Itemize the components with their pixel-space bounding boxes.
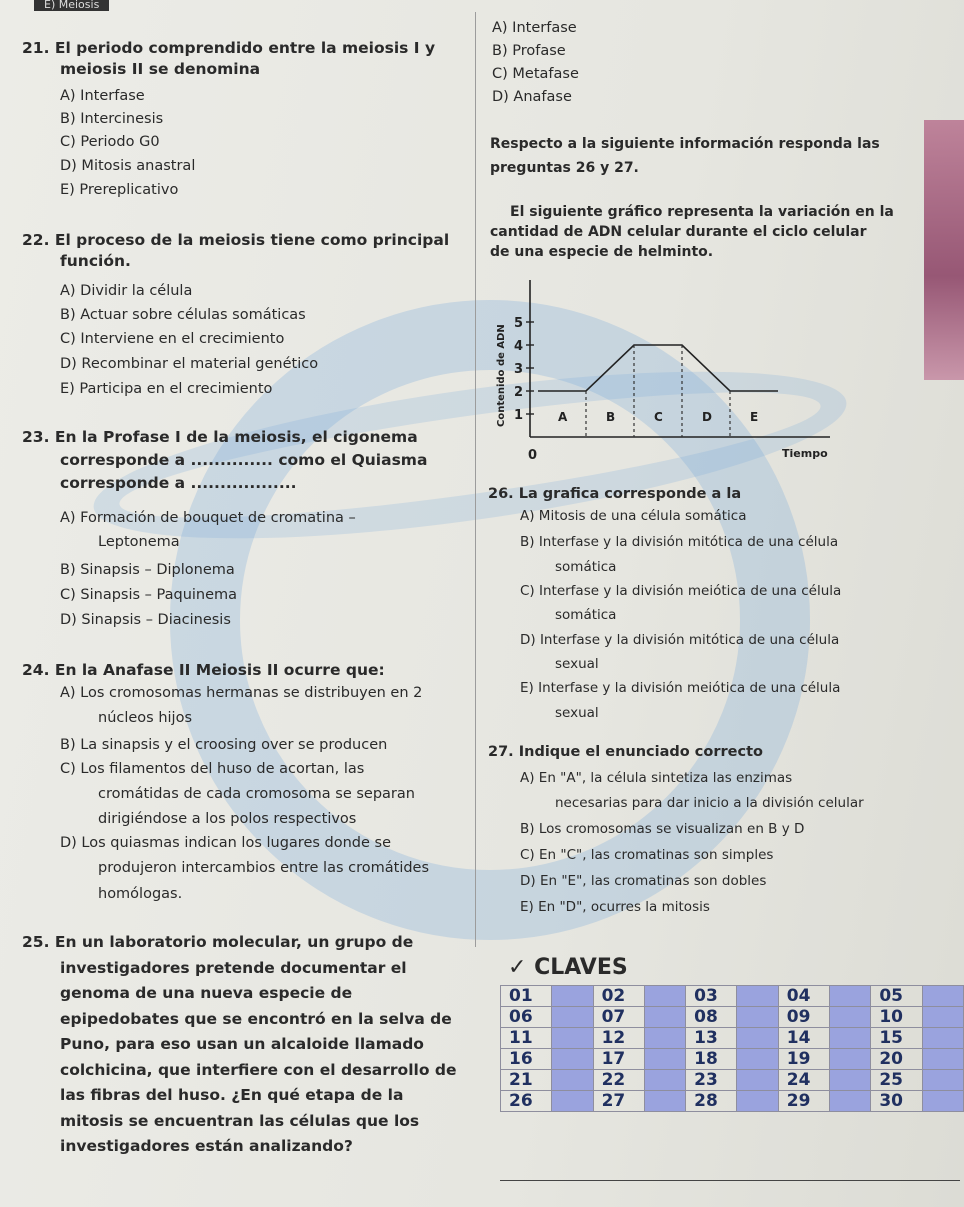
claves-number: 13 <box>686 1028 737 1049</box>
claves-number: 14 <box>778 1028 829 1049</box>
claves-answer-box[interactable] <box>922 1070 963 1091</box>
answer-underline <box>500 1180 960 1181</box>
q25-line-3: genoma de una nueva especie de <box>60 984 353 1002</box>
claves-row <box>501 1070 964 1091</box>
claves-row <box>501 1007 964 1028</box>
claves-number: 17 <box>593 1049 644 1070</box>
q23-option-a-cont: Leptonema <box>98 534 180 550</box>
claves-answer-box[interactable] <box>737 1070 778 1091</box>
claves-number: 29 <box>778 1091 829 1112</box>
q27-option-b[interactable]: B) Los cromosomas se visualizan en B y D <box>520 821 805 837</box>
y-tick-label: 1 <box>514 408 524 423</box>
q23-option-b[interactable]: B) Sinapsis – Diplonema <box>60 562 235 578</box>
y-tick-label: 4 <box>514 339 524 354</box>
claves-answer-box[interactable] <box>737 1091 778 1112</box>
y-tick-label: 3 <box>514 362 524 377</box>
y-tick-label: 2 <box>514 385 524 400</box>
claves-number: 06 <box>501 1007 552 1028</box>
claves-answer-box[interactable] <box>830 1028 871 1049</box>
claves-number: 01 <box>501 986 552 1007</box>
q26-option-d[interactable]: D) Interfase y la división mitótica de una célula <box>520 632 840 648</box>
q22-option-a[interactable]: A) Dividir la célula <box>60 283 193 299</box>
q26-option-b-cont: somática <box>555 559 617 575</box>
q20-option-c[interactable]: C) Metafase <box>492 66 579 82</box>
question-25 <box>22 930 456 1160</box>
q26-title: 26. La grafica corresponde a la <box>488 486 742 502</box>
claves-answer-box[interactable] <box>552 1028 593 1049</box>
claves-number: 19 <box>778 1049 829 1070</box>
q22-option-d[interactable]: D) Recombinar el material genético <box>60 356 319 372</box>
series-line <box>538 345 778 391</box>
claves-answer-box[interactable] <box>737 986 778 1007</box>
claves-row <box>501 1091 964 1112</box>
claves-number: 07 <box>593 1007 644 1028</box>
q25-line-9: investigadores están analizando? <box>60 1137 353 1155</box>
q26-option-c[interactable]: C) Interfase y la división meiótica de una célula <box>520 583 842 599</box>
q24-option-c[interactable]: C) Los filamentos del huso de acortan, las <box>60 761 365 777</box>
claves-number: 24 <box>778 1070 829 1091</box>
q20-option-a[interactable]: A) Interfase <box>492 20 577 36</box>
q21-title-1: 21. El periodo comprendido entre la meiosis I y <box>22 39 436 57</box>
q23-title-3: corresponde a .................. <box>60 474 297 492</box>
q26-option-c-cont: somática <box>555 607 617 623</box>
claves-number: 10 <box>871 1007 922 1028</box>
claves-row <box>501 1028 964 1049</box>
claves-answer-box[interactable] <box>830 1007 871 1028</box>
graph-desc-3: de una especie de helminto. <box>490 244 714 260</box>
q24-option-d-cont1: produjeron intercambios entre las cromátides <box>98 860 430 876</box>
claves-number: 02 <box>593 986 644 1007</box>
q22-title-2: función. <box>60 252 131 270</box>
q21-option-b[interactable]: B) Intercinesis <box>60 111 164 127</box>
claves-number: 11 <box>501 1028 552 1049</box>
claves-answer-box[interactable] <box>644 1049 685 1070</box>
claves-number: 22 <box>593 1070 644 1091</box>
claves-answer-box[interactable] <box>552 986 593 1007</box>
q25-line-8: mitosis se encuentran las células que los <box>60 1111 420 1130</box>
claves-number: 05 <box>871 986 922 1007</box>
q26-option-b[interactable]: B) Interfase y la división mitótica de una célula <box>520 534 839 550</box>
q23-option-a[interactable]: A) Formación de bouquet de cromatina – <box>60 510 356 526</box>
claves-number: 04 <box>778 986 829 1007</box>
phase-label: A <box>558 410 568 424</box>
claves-answer-box[interactable] <box>552 1070 593 1091</box>
claves-table <box>500 985 964 1112</box>
q24-option-a[interactable]: A) Los cromosomas hermanas se distribuyen en 2 <box>60 685 423 701</box>
claves-number: 30 <box>871 1091 922 1112</box>
claves-answer-box[interactable] <box>830 1091 871 1112</box>
intro-line-1: Respecto a la siguiente información responda las <box>490 136 880 152</box>
claves-number: 03 <box>686 986 737 1007</box>
q21-option-a[interactable]: A) Interfase <box>60 88 145 104</box>
q20-option-b[interactable]: B) Profase <box>492 43 566 59</box>
column-divider <box>475 12 476 947</box>
q25-line-6: colchicina, que interfiere con el desarrollo de <box>60 1060 457 1079</box>
phase-label: C <box>654 410 663 424</box>
claves-answer-box[interactable] <box>922 1091 963 1112</box>
q26-option-a[interactable]: A) Mitosis de una célula somática <box>520 508 747 524</box>
q22-option-b[interactable]: B) Actuar sobre células somáticas <box>60 307 306 323</box>
claves-answer-box[interactable] <box>737 1028 778 1049</box>
claves-number: 27 <box>593 1091 644 1112</box>
q23-title-1: 23. En la Profase I de la meiosis, el cigonema <box>22 428 418 446</box>
q27-option-c[interactable]: C) En "C", las cromatinas son simples <box>520 847 774 863</box>
claves-answer-box[interactable] <box>737 1007 778 1028</box>
claves-answer-box[interactable] <box>644 1007 685 1028</box>
q24-option-c-cont1: cromátidas de cada cromosoma se separan <box>98 786 415 802</box>
claves-number: 26 <box>501 1091 552 1112</box>
graph-desc-2: cantidad de ADN celular durante el ciclo celular <box>490 224 867 240</box>
q22-option-e[interactable]: E) Participa en el crecimiento <box>60 381 273 397</box>
claves-answer-box[interactable] <box>737 1049 778 1070</box>
q25-line-2: investigadores pretende documentar el <box>60 958 407 977</box>
q21-option-e[interactable]: E) Prereplicativo <box>60 182 179 198</box>
q24-option-a-cont: núcleos hijos <box>98 710 193 726</box>
question-23 <box>22 426 427 495</box>
q21-title-2: meiosis II se denomina <box>60 60 261 78</box>
claves-answer-box[interactable] <box>644 1091 685 1112</box>
q20-option-d[interactable]: D) Anafase <box>492 89 572 105</box>
q24-option-b[interactable]: B) La sinapsis y el croosing over se producen <box>60 737 388 753</box>
origin-label: 0 <box>528 448 538 463</box>
claves-number: 23 <box>686 1070 737 1091</box>
claves-answer-box[interactable] <box>922 986 963 1007</box>
q26-option-e-cont: sexual <box>555 705 599 721</box>
q22-option-c[interactable]: C) Interviene en el crecimiento <box>60 331 285 347</box>
graph-desc-1: El siguiente gráfico representa la variación en la <box>510 204 894 220</box>
question-21 <box>22 38 435 80</box>
q23-option-d[interactable]: D) Sinapsis – Diacinesis <box>60 612 231 628</box>
claves-number: 25 <box>871 1070 922 1091</box>
claves-answer-box[interactable] <box>922 1028 963 1049</box>
claves-answer-box[interactable] <box>922 1007 963 1028</box>
claves-answer-box[interactable] <box>830 1049 871 1070</box>
claves-answer-box[interactable] <box>922 1049 963 1070</box>
claves-title: ✓ CLAVES <box>508 955 628 980</box>
background-fabric <box>924 120 964 380</box>
claves-number: 21 <box>501 1070 552 1091</box>
claves-number: 18 <box>686 1049 737 1070</box>
claves-answer-box[interactable] <box>644 986 685 1007</box>
claves-answer-box[interactable] <box>830 1070 871 1091</box>
claves-number: 16 <box>501 1049 552 1070</box>
q24-title: 24. En la Anafase II Meiosis II ocurre que: <box>22 661 385 679</box>
q27-option-a-cont: necesarias para dar inicio a la división celular <box>555 795 864 811</box>
q25-line-1: 25. En un laboratorio molecular, un grupo de <box>22 933 414 951</box>
q25-line-5: Puno, para eso usan un alcaloide llamado <box>60 1035 424 1053</box>
x-axis-label: Tiempo <box>782 447 828 460</box>
q23-title-2: corresponde a .............. como el Quiasma <box>60 451 428 469</box>
claves-answer-box[interactable] <box>830 986 871 1007</box>
claves-answer-box[interactable] <box>552 1007 593 1028</box>
claves-number: 28 <box>686 1091 737 1112</box>
q22-title-1: 22. El proceso de la meiosis tiene como principal <box>22 231 450 249</box>
q23-option-c[interactable]: C) Sinapsis – Paquinema <box>60 587 238 603</box>
q26-option-d-cont: sexual <box>555 656 599 672</box>
q24-option-d[interactable]: D) Los quiasmas indican los lugares donde se <box>60 835 392 851</box>
phase-label: B <box>606 410 616 424</box>
q25-line-4: epipedobates que se encontró en la selva de <box>60 1009 452 1028</box>
claves-answer-box[interactable] <box>644 1070 685 1091</box>
claves-number: 15 <box>871 1028 922 1049</box>
q27-option-d[interactable]: D) En "E", las cromatinas son dobles <box>520 873 767 889</box>
q26-option-e[interactable]: E) Interfase y la división meiótica de una célula <box>520 680 841 696</box>
phase-label: D <box>702 410 712 424</box>
q25-line-7: las fibras del huso. ¿En qué etapa de la <box>60 1086 404 1104</box>
claves-number: 09 <box>778 1007 829 1028</box>
q21-option-d[interactable]: D) Mitosis anastral <box>60 158 196 174</box>
claves-number: 08 <box>686 1007 737 1028</box>
y-tick-label: 5 <box>514 316 524 331</box>
claves-number: 20 <box>871 1049 922 1070</box>
q24-option-d-cont2: homólogas. <box>98 886 183 902</box>
y-axis-label: Contenido de ADN <box>496 324 507 427</box>
claves-number: 12 <box>593 1028 644 1049</box>
claves-answer-box[interactable] <box>644 1028 685 1049</box>
q27-option-e[interactable]: E) En "D", ocurres la mitosis <box>520 899 710 915</box>
question-22 <box>22 230 449 272</box>
q24-option-c-cont2: dirigiéndose a los polos respectivos <box>98 811 357 827</box>
q27-title: 27. Indique el enunciado correcto <box>488 744 763 760</box>
phase-label: E <box>750 410 759 424</box>
claves-answer-box[interactable] <box>552 1091 593 1112</box>
intro-line-2: preguntas 26 y 27. <box>490 160 639 176</box>
q21-option-c[interactable]: C) Periodo G0 <box>60 134 160 150</box>
q27-option-a[interactable]: A) En "A", la célula sintetiza las enzimas <box>520 770 793 786</box>
dna-chart <box>490 272 850 472</box>
claves-row <box>501 986 964 1007</box>
claves-row <box>501 1049 964 1070</box>
claves-answer-box[interactable] <box>552 1049 593 1070</box>
header-tag: E) Meiosis <box>34 0 109 11</box>
